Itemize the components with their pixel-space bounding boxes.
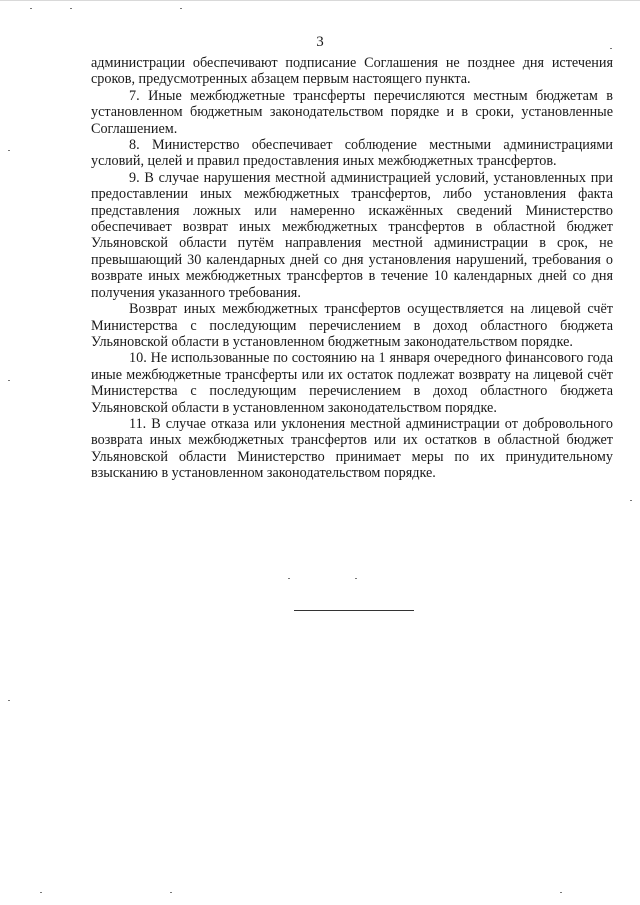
- scan-speck: [40, 892, 42, 893]
- paragraph-item-10: 10. Не использованные по состоянию на 1 января очередного финансового года иные межбюджетные трансферты или их остаток подлежат возврату на лицевой счёт Министерства с последующим перечислением в доход областного бюджета Ульяновской области в установленном законодательством порядке.: [91, 350, 613, 416]
- scan-speck: [8, 380, 10, 381]
- scan-speck: [180, 8, 182, 9]
- paragraph-continuation: администрации обеспечивают подписание Соглашения не позднее дня истечения сроков, предусмотренных абзацем первым настоящего пункта.: [91, 55, 613, 88]
- scan-speck: [8, 700, 10, 701]
- paragraph-item-11: 11. В случае отказа или уклонения местной администрации от добровольного возврата иных межбюджетных трансфертов или их остатков в областной бюджет Ульяновской области Министерство принимает меры по их принудительному взысканию в установленном законодательством порядке.: [91, 415, 613, 482]
- scan-speck: [8, 150, 10, 151]
- scan-speck: [30, 8, 32, 9]
- scan-speck: [170, 892, 172, 893]
- page-number: 3: [316, 34, 324, 50]
- scan-artifact-top: [0, 0, 640, 1]
- end-of-document-rule: [294, 610, 414, 611]
- paragraph-item-7: 7. Иные межбюджетные трансферты перечисляются местным бюджетам в установленном бюджетным законодательством порядке и в сроки, установленные Соглашением.: [91, 87, 613, 137]
- scan-speck: [70, 8, 72, 9]
- paragraph-item-9: 9. В случае нарушения местной администрацией условий, установленных при предоставлении иных межбюджетных трансфертов, либо установления факта представления ложных или намеренно искажённых сведений Министерство обеспечивает возврат иных межбюджетных трансфертов в областной бюджет Ульяновской области путём направления местной администрации в срок, не превышающий 30 календарных дней со дня установления нарушений, требования о возврате иных межбюджетных трансфертов в течение 10 календарных дней со дня получения указанного требования.: [91, 169, 613, 301]
- paragraph-return-procedure: Возврат иных межбюджетных трансфертов осуществляется на лицевой счёт Министерства с последующим перечислением в доход областного бюджета Ульяновской области в установленном бюджетным законодательством порядке.: [91, 301, 613, 350]
- paragraph-item-8: 8. Министерство обеспечивает соблюдение местными администрациями условий, целей и правил предоставления иных межбюджетных трансфертов.: [91, 137, 613, 170]
- document-body: [91, 55, 613, 482]
- scan-speck: [355, 578, 357, 579]
- scan-speck: [560, 892, 562, 893]
- scan-speck: [288, 578, 290, 579]
- scan-speck: [630, 500, 632, 501]
